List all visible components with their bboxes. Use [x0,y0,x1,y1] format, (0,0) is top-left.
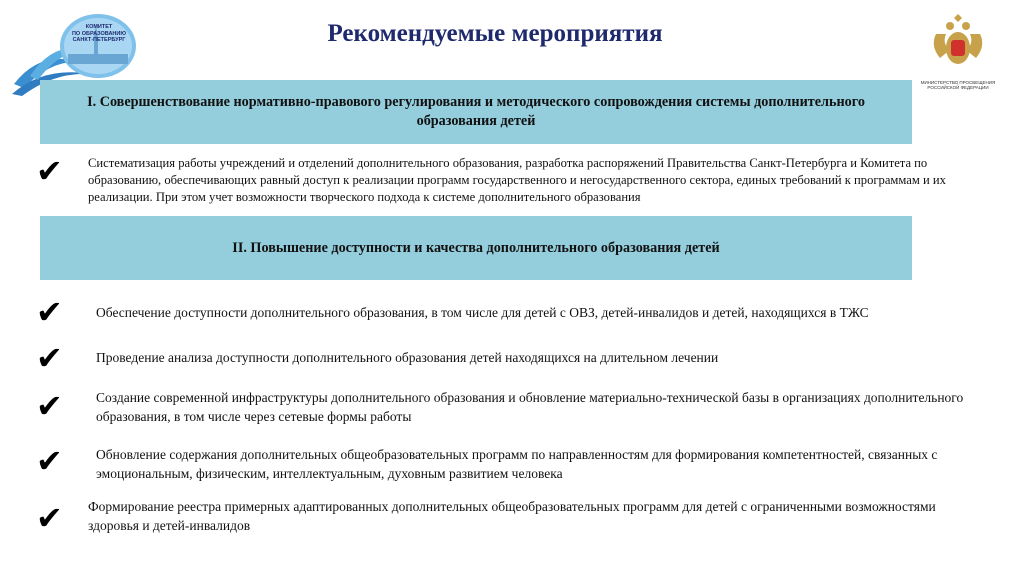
check-icon: ✔ [36,442,63,480]
section-1-heading: I. Совершенствование нормативно-правового регулирования и методического сопровождения системы дополнительного образования детей [87,94,865,129]
section-1-item: Систематизация работы учреждений и отделений дополнительного образования, разработка распоряжений Правительства Санкт-Петербурга и Комитета по образованию, обеспечивающих равный доступ к реализации программ государственного и негосударственного сектора, единых требований к программам и их реализации. При этом учет возможности творческого подхода к системе дополнительного образования [88,156,946,204]
check-icon: ✔ [36,499,63,537]
section-2-item: Формирование реестра примерных адаптированных дополнительных общеобразовательных программ для детей с ограниченными возможностями здоровья и детей-инвалидов [88,499,936,533]
page-title: Рекомендуемые мероприятия [327,20,663,47]
check-icon: ✔ [36,293,63,331]
logo-left-line: ПО ОБРАЗОВАНИЮ [71,30,127,37]
double-headed-eagle-icon [916,12,1000,78]
section-1-heading-band [40,80,912,144]
section-2-item: Обеспечение доступности дополнительного образования, в том числе для детей с ОВЗ, детей-инвалидов и детей, находящихся в ТЖС [96,305,869,320]
logo-left-line: САНКТ-ПЕТЕРБУРГ [72,37,126,43]
check-icon: ✔ [36,387,63,425]
check-icon: ✔ [36,152,63,190]
ministry-caption-line: МИНИСТЕРСТВО ПРОСВЕЩЕНИЯ [920,80,996,85]
section-2-item: Проведение анализа доступности дополнительного образования детей находящихся на длительном лечении [96,350,719,365]
ministry-caption-line: РОССИЙСКОЙ ФЕДЕРАЦИИ [927,85,989,90]
section-2-heading: II. Повышение доступности и качества дополнительного образования детей [232,239,720,256]
section-2-item: Обновление содержания дополнительных общеобразовательных программ по направленностям для формирования компетентностей, связанных с эмоциональным, физическим, интеллектуальным, духовным развитием человека [96,447,938,481]
logo-left-line: КОМИТЕТ [85,24,113,30]
section-2-heading-band [40,216,912,280]
check-icon: ✔ [36,339,63,377]
section-2-item: Создание современной инфраструктуры дополнительного образования и обновление материально-технической базы в организациях дополнительного образования, в том числе через сетевые формы работы [96,390,964,424]
ministry-logo [916,12,1000,104]
